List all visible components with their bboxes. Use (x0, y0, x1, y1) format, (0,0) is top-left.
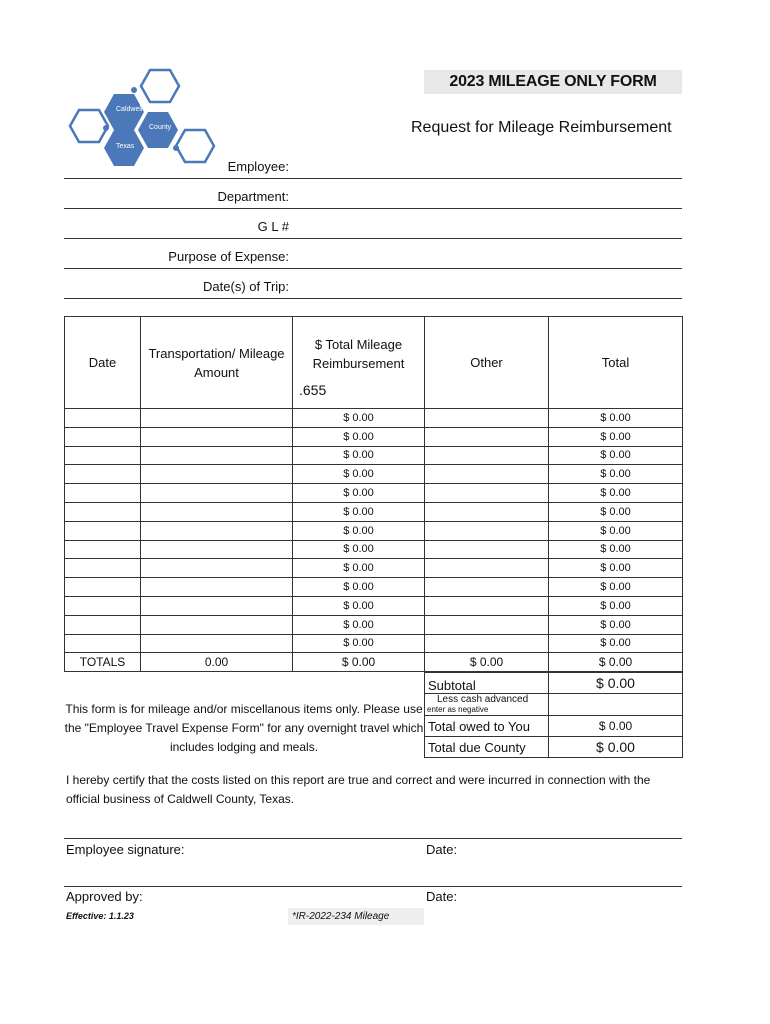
total-cell: $ 0.00 (549, 465, 683, 484)
trip-dates-field[interactable] (64, 279, 682, 299)
mileage-header-label: $ Total Mileage Reimbursement (312, 337, 405, 371)
transportation-cell[interactable] (141, 540, 293, 559)
mileage-amount-cell: $ 0.00 (293, 634, 425, 653)
date-cell[interactable] (65, 484, 141, 503)
approved-by-label: Approved by: (66, 889, 143, 904)
purpose-label: Purpose of Expense: (168, 249, 289, 264)
table-row (65, 427, 683, 446)
totals-row (65, 653, 683, 672)
table-row (65, 559, 683, 578)
mileage-amount-cell: $ 0.00 (293, 446, 425, 465)
employee-field[interactable] (64, 159, 682, 179)
date-cell[interactable] (65, 615, 141, 634)
other-cell[interactable] (425, 634, 549, 653)
form-title: 2023 MILEAGE ONLY FORM (424, 70, 682, 94)
table-row (65, 484, 683, 503)
other-cell[interactable] (425, 596, 549, 615)
other-cell[interactable] (425, 578, 549, 597)
transportation-cell[interactable] (141, 465, 293, 484)
irs-reference: *IR-2022-234 Mileage (288, 908, 424, 925)
caldwell-county-logo (66, 66, 218, 170)
other-cell[interactable] (425, 559, 549, 578)
totals-transportation: 0.00 (141, 653, 293, 672)
table-row (65, 596, 683, 615)
table-row (65, 409, 683, 428)
total-cell: $ 0.00 (549, 596, 683, 615)
transportation-cell[interactable] (141, 521, 293, 540)
mileage-amount-cell: $ 0.00 (293, 578, 425, 597)
total-cell: $ 0.00 (549, 427, 683, 446)
total-cell: $ 0.00 (549, 502, 683, 521)
mileage-amount-cell: $ 0.00 (293, 465, 425, 484)
total-cell: $ 0.00 (549, 578, 683, 597)
total-cell: $ 0.00 (549, 484, 683, 503)
form-notice: This form is for mileage and/or miscellanous items only. Please use the "Employee Travel Expense Form" for any overnight travel which includes lodging and meals. (64, 702, 424, 754)
transportation-cell[interactable] (141, 559, 293, 578)
employee-date-label: Date: (426, 842, 458, 857)
other-cell[interactable] (425, 521, 549, 540)
mileage-column-header (293, 317, 425, 409)
date-column-header: Date (65, 317, 141, 409)
less-cash-note: enter as negative (427, 705, 489, 714)
date-cell[interactable] (65, 596, 141, 615)
total-due-county-label: Total due County (425, 737, 549, 758)
table-row (65, 465, 683, 484)
department-field[interactable] (64, 189, 682, 209)
mileage-amount-cell: $ 0.00 (293, 409, 425, 428)
transportation-cell[interactable] (141, 502, 293, 521)
total-owed-value: $ 0.00 (549, 716, 683, 737)
mileage-amount-cell: $ 0.00 (293, 596, 425, 615)
approved-date-label: Date: (426, 889, 458, 904)
subtotal-value: $ 0.00 (549, 673, 683, 694)
trip-dates-label: Date(s) of Trip: (203, 279, 289, 294)
approval-signature-line[interactable] (64, 886, 682, 887)
total-cell: $ 0.00 (549, 634, 683, 653)
date-cell[interactable] (65, 521, 141, 540)
employee-signature-line[interactable] (64, 838, 682, 839)
table-row (65, 521, 683, 540)
totals-other: $ 0.00 (425, 653, 549, 672)
mileage-rate: .655 (299, 382, 327, 398)
subtotal-label: Subtotal (425, 673, 549, 694)
summary-table (424, 672, 683, 758)
date-cell[interactable] (65, 559, 141, 578)
transportation-cell[interactable] (141, 615, 293, 634)
mileage-amount-cell: $ 0.00 (293, 521, 425, 540)
date-cell[interactable] (65, 465, 141, 484)
other-cell[interactable] (425, 427, 549, 446)
date-cell[interactable] (65, 634, 141, 653)
gl-number-field[interactable] (64, 219, 682, 239)
mileage-amount-cell: $ 0.00 (293, 484, 425, 503)
other-column-header: Other (425, 317, 549, 409)
mileage-amount-cell: $ 0.00 (293, 559, 425, 578)
totals-mileage: $ 0.00 (293, 653, 425, 672)
mileage-amount-cell: $ 0.00 (293, 502, 425, 521)
table-row (65, 540, 683, 559)
form-subtitle: Request for Mileage Reimbursement (411, 119, 672, 136)
date-cell[interactable] (65, 578, 141, 597)
total-column-header: Total (549, 317, 683, 409)
logo-text-texas: Texas (116, 143, 135, 150)
transportation-cell[interactable] (141, 578, 293, 597)
logo-text-county: County (149, 124, 172, 131)
total-cell: $ 0.00 (549, 521, 683, 540)
less-cash-label: Less cash advanced (437, 694, 529, 705)
other-cell[interactable] (425, 502, 549, 521)
mileage-amount-cell: $ 0.00 (293, 540, 425, 559)
date-cell[interactable] (65, 502, 141, 521)
table-row (65, 634, 683, 653)
table-row (65, 615, 683, 634)
total-cell: $ 0.00 (549, 615, 683, 634)
total-cell: $ 0.00 (549, 409, 683, 428)
other-cell[interactable] (425, 484, 549, 503)
transportation-cell[interactable] (141, 409, 293, 428)
mileage-amount-cell: $ 0.00 (293, 427, 425, 446)
department-label: Department: (217, 189, 289, 204)
table-row (65, 578, 683, 597)
table-body (65, 409, 683, 672)
totals-label: TOTALS (65, 653, 141, 672)
transportation-cell[interactable] (141, 596, 293, 615)
other-cell[interactable] (425, 446, 549, 465)
date-cell[interactable] (65, 409, 141, 428)
effective-date: Effective: 1.1.23 (66, 911, 134, 921)
totals-total: $ 0.00 (549, 653, 683, 672)
date-cell[interactable] (65, 427, 141, 446)
less-cash-cell (425, 694, 549, 716)
date-cell[interactable] (65, 446, 141, 465)
employee-signature-label: Employee signature: (66, 842, 185, 857)
total-cell: $ 0.00 (549, 540, 683, 559)
other-cell[interactable] (425, 540, 549, 559)
other-cell[interactable] (425, 465, 549, 484)
date-cell[interactable] (65, 540, 141, 559)
logo-text-caldwell: Caldwell (116, 106, 143, 113)
purpose-field[interactable] (64, 249, 682, 269)
total-owed-label: Total owed to You (425, 716, 549, 737)
less-cash-value[interactable] (549, 694, 683, 716)
total-cell: $ 0.00 (549, 446, 683, 465)
mileage-table (64, 316, 683, 672)
gl-number-label: G L # (257, 219, 289, 234)
other-cell[interactable] (425, 409, 549, 428)
transportation-cell[interactable] (141, 427, 293, 446)
certification-statement: I hereby certify that the costs listed on this report are true and correct and were incurred in connection with the official business of Caldwell County, Texas. (66, 773, 651, 806)
transportation-cell[interactable] (141, 484, 293, 503)
employee-label: Employee: (227, 159, 289, 174)
mileage-amount-cell: $ 0.00 (293, 615, 425, 634)
table-row (65, 502, 683, 521)
transportation-cell[interactable] (141, 634, 293, 653)
other-cell[interactable] (425, 615, 549, 634)
total-due-county-value: $ 0.00 (549, 737, 683, 758)
table-row (65, 446, 683, 465)
total-cell: $ 0.00 (549, 559, 683, 578)
transportation-column-header: Transportation/ Mileage Amount (141, 317, 293, 409)
transportation-cell[interactable] (141, 446, 293, 465)
